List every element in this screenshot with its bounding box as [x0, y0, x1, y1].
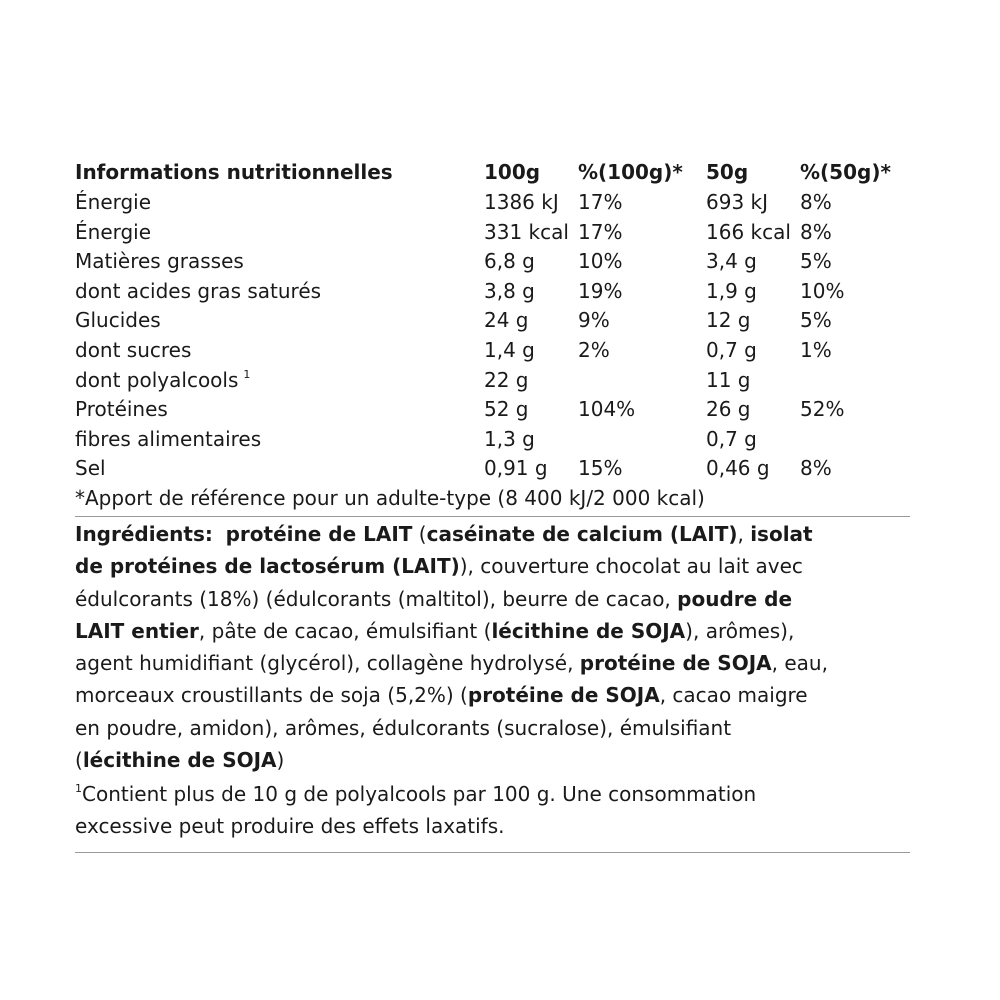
ingredient-bold-text: caséinate de calcium (LAIT)	[426, 521, 738, 546]
nutrition-table	[75, 157, 910, 484]
ingredient-text	[213, 522, 226, 546]
nutrient-name: dont sucres	[75, 337, 192, 362]
percent-100g: 15%	[578, 456, 623, 481]
ingredient-text: , eau,	[771, 651, 828, 676]
ingredient-bold-text: protéine de LAIT	[225, 521, 413, 546]
nutrient-name: Sel	[75, 456, 106, 481]
ingredient-text: )	[276, 748, 285, 773]
ingredient-bold-text: de protéines de lactosérum (LAIT)	[75, 554, 460, 579]
footnote-marker: 1	[243, 367, 251, 381]
ingredient-bold-text: protéine de SOJA	[467, 683, 660, 708]
divider	[75, 852, 910, 853]
ingredient-text: (	[75, 748, 83, 773]
value-50g: 0,7 g	[706, 426, 757, 451]
table-row	[75, 395, 910, 425]
nutrient-name: dont polyalcools	[75, 367, 239, 392]
value-100g: 22 g	[484, 367, 529, 392]
divider	[75, 516, 910, 517]
value-50g: 12 g	[706, 308, 751, 333]
ingredient-bold-text: LAIT entier	[75, 618, 199, 643]
value-100g: 331 kcal	[484, 219, 569, 244]
nutrient-name-cell	[75, 366, 484, 396]
value-50g: 0,46 g	[706, 456, 770, 481]
percent-100g: 9%	[578, 308, 610, 333]
nutrient-name: fibres alimentaires	[75, 426, 262, 451]
value-50g: 166 kcal	[706, 219, 791, 244]
value-100g: 1,4 g	[484, 337, 535, 362]
header-name: Informations nutritionnelles	[75, 160, 393, 184]
nutrient-name: Glucides	[75, 308, 161, 333]
percent-100g: 2%	[578, 337, 610, 362]
percent-50g: 10%	[800, 278, 845, 303]
value-100g: 52 g	[484, 397, 529, 422]
value-50g: 0,7 g	[706, 337, 757, 362]
ingredient-text: , cacao maigre	[659, 683, 808, 708]
nutrient-name: dont acides gras saturés	[75, 278, 322, 303]
percent-100g: 17%	[578, 190, 623, 214]
table-row	[75, 366, 910, 396]
value-100g: 1386 kJ	[484, 190, 559, 214]
percent-100g: 19%	[578, 278, 623, 303]
ingredient-text: ,	[737, 521, 751, 546]
percent-100g	[578, 366, 706, 396]
ingredients-line	[75, 583, 910, 615]
value-50g: 3,4 g	[706, 249, 757, 274]
ingredient-text: (	[412, 521, 427, 546]
table-row	[75, 306, 910, 336]
ingredients-line	[75, 647, 910, 679]
value-100g: 1,3 g	[484, 426, 535, 451]
ingredients-line	[75, 712, 910, 744]
footnote-text: Contient plus de 10 g de polyalcools par 100 g. Une consommation	[82, 782, 757, 807]
percent-100g: 104%	[578, 397, 636, 422]
table-row	[75, 336, 910, 366]
value-100g: 6,8 g	[484, 249, 535, 274]
nutrient-name: Énergie	[75, 190, 152, 214]
percent-100g: 17%	[578, 219, 623, 244]
percent-50g: 1%	[800, 337, 832, 362]
table-row	[75, 188, 910, 218]
value-100g: 3,8 g	[484, 278, 535, 303]
ingredients-text	[75, 518, 910, 776]
table-row	[75, 425, 910, 455]
percent-50g: 5%	[800, 308, 832, 333]
ingredient-bold-text: Ingrédients:	[75, 521, 213, 546]
footnote-line: excessive peut produire des effets laxatifs.	[75, 814, 505, 839]
ingredient-bold-text: protéine de SOJA	[579, 651, 772, 676]
ingredients-line	[75, 615, 910, 647]
header-per-50g: 50g	[706, 160, 749, 184]
footnote	[75, 778, 910, 842]
ingredients-line	[75, 679, 910, 711]
value-50g: 693 kJ	[706, 190, 769, 214]
value-100g: 24 g	[484, 308, 529, 333]
ingredient-text: édulcorants (18%) (édulcorants (maltitol), beurre de cacao,	[75, 586, 678, 611]
ingredients-line	[75, 744, 910, 776]
ingredient-text: morceaux croustillants de soja (5,2%) (	[75, 683, 468, 708]
percent-50g: 5%	[800, 249, 832, 274]
ingredient-bold-text: lécithine de SOJA	[82, 748, 277, 773]
header-per-100g: 100g	[484, 160, 541, 184]
percent-100g: 10%	[578, 249, 623, 274]
table-row	[75, 218, 910, 248]
header-pct-100g: %(100g)*	[578, 160, 683, 184]
footnote-line	[75, 778, 910, 810]
ingredient-text: , pâte de cacao, émulsifiant (	[198, 618, 492, 643]
reference-intake-note: *Apport de référence pour un adulte-type (8 400 kJ/2 000 kcal)	[75, 485, 705, 510]
value-100g: 0,91 g	[484, 456, 548, 481]
percent-50g: 8%	[800, 219, 832, 244]
table-row	[75, 454, 910, 484]
ingredient-bold-text: isolat	[750, 521, 813, 546]
percent-50g: 52%	[800, 397, 845, 422]
ingredient-text: ), couverture chocolat au lait avec	[459, 554, 803, 579]
table-row	[75, 277, 910, 307]
value-50g: 11 g	[706, 367, 751, 392]
percent-50g: 8%	[800, 190, 832, 214]
nutrient-name: Énergie	[75, 219, 152, 244]
ingredient-bold-text: poudre de	[677, 586, 793, 611]
ingredient-text: ), arômes),	[685, 618, 795, 643]
percent-50g	[800, 425, 910, 455]
ingredients-line	[75, 550, 910, 582]
nutrient-name: Matières grasses	[75, 249, 244, 274]
ingredient-text: en poudre, amidon), arômes, édulcorants (sucralose), émulsifiant	[75, 715, 732, 740]
header-pct-50g: %(50g)*	[800, 160, 891, 184]
ingredient-text: agent humidifiant (glycérol), collagène hydrolysé,	[75, 651, 580, 676]
nutrition-label	[75, 157, 910, 853]
percent-50g: 8%	[800, 456, 832, 481]
ingredient-bold-text: lécithine de SOJA	[491, 618, 686, 643]
percent-50g	[800, 366, 910, 396]
ingredients-line	[75, 518, 910, 550]
value-50g: 26 g	[706, 397, 751, 422]
percent-100g	[578, 425, 706, 455]
footnote-marker: 1	[75, 782, 82, 796]
table-row	[75, 247, 910, 277]
value-50g: 1,9 g	[706, 278, 757, 303]
nutrient-name: Protéines	[75, 397, 168, 422]
nutrition-table-header	[75, 157, 910, 188]
